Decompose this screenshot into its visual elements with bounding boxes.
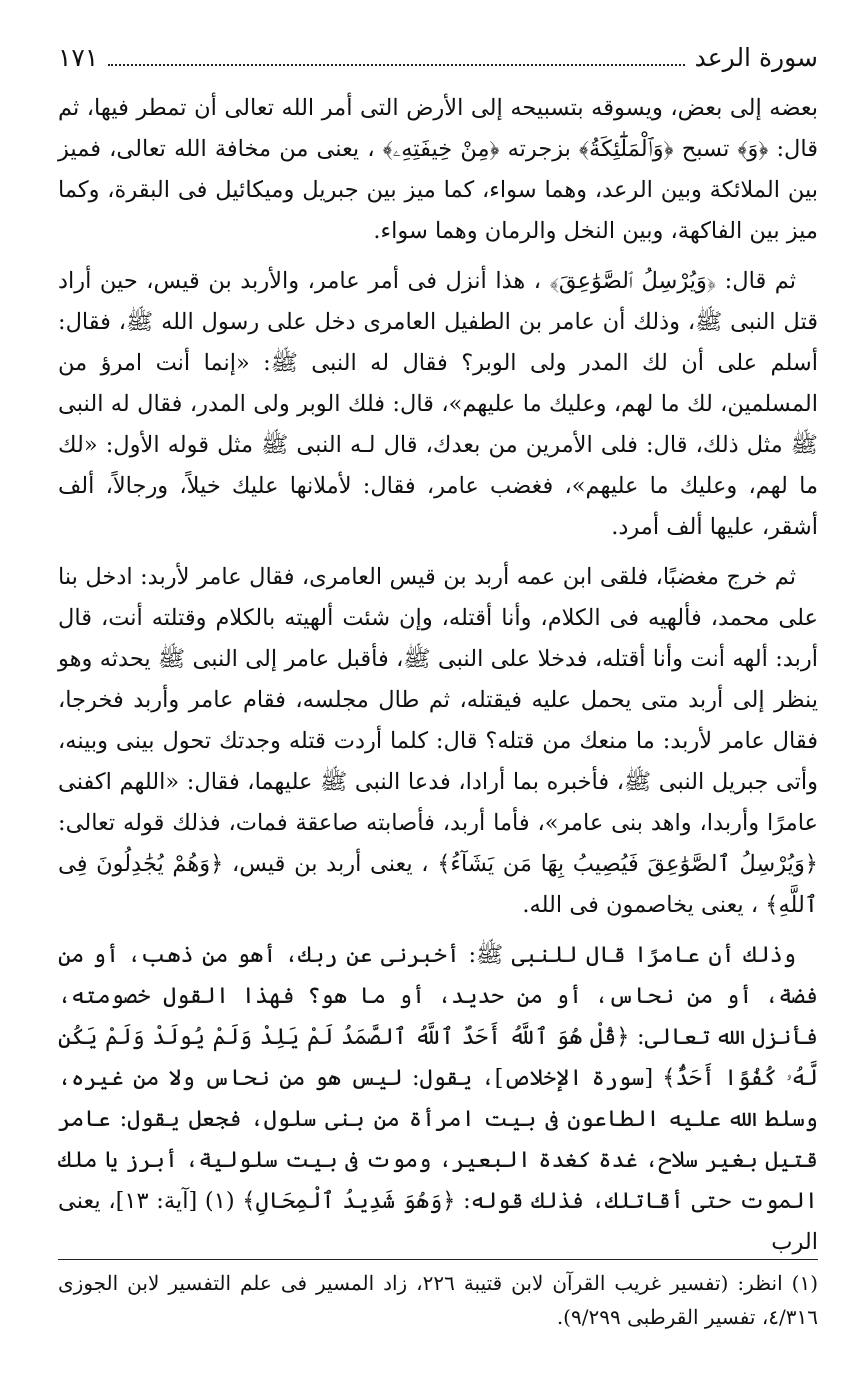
footnote (58, 1266, 818, 1334)
book-page (58, 40, 818, 1360)
body-text (58, 88, 818, 1263)
footnote-text: (١) انظر: (تفسير غريب القرآن لابن قتيبة ٢٢٦، زاد المسير فى علم التفسير لابن الجوزى ٤/٣١٦، تفسير القرطبى ٩/٢٩٩). (58, 1271, 818, 1329)
paragraph-1: بعضه إلى بعض، ويسوقه بتسبيحه إلى الأرض التى أمر الله تعالى أن تمطر فيها، ثم قال: ﴿وَ﴾ تسبح ﴿وَٱلْمَلَٰٓئِكَةُ﴾ بزجرته ﴿مِنْ خِيفَتِهِۦ﴾ ، يعنى من مخافة الله تعالى، فميز بين الملائكة وبين الرعد، وهما سواء، كما ميز بين جبريل وميكائيل فى البقرة، وكما ميز بين الفاكهة، وبين النخل والرمان وهما سواء. (58, 95, 818, 244)
paragraph-4: وذلك أن عامرًا قال للنبى ﷺ: أخبرنى عن ربك، أهو من ذهب، أو من فضة، أو من نحاس، أو من حديد، أو ما هو؟ فهذا القول خصومته، فأنزل الله تعالى: ﴿قُلْ هُوَ ٱللَّهُ أَحَدٌ ٱللَّهُ ٱلصَّمَدُ لَمْ يَلِدْ وَلَمْ يُولَدْ وَلَمْ يَكُن لَّهُۥ كُفُوًا أَحَدٌۢ﴾ [سورة الإخلاص]، يقول: ليس هو من نحاس ولا من غيره، وسلط الله عليه الطاعون فى بيت امرأة من بنى سلول، فجعل يقول: عامر قتيل بغير سلاح، غدة كغدة البعير، وموت فى بيت سلولية، أبرز يا ملك الموت حتى أقاتلك، فذلك قوله: ﴿وَهُوَ شَدِيدُ ٱلْمِحَالِ﴾ (١) [آية: ١٣]، يعنى الرب (58, 942, 818, 1255)
paragraph-2: ثم قال: ﴿وَيُرْسِلُ ٱلصَّوَٰعِقَ﴾ ، هذا أنزل فى أمر عامر، والأربد بن قيس، حين أراد قتل النبى ﷺ، وذلك أن عامر بن الطفيل العامرى دخل على رسول الله ﷺ، فقال: أسلم على أن لك المدر ولى الوبر؟ فقال له النبى ﷺ: «إنما أنت امرؤ من المسلمين، لك ما لهم، وعليك ما عليهم»، قال: فلك الوبر ولى المدر، فقال له النبى ﷺ مثل ذلك، قال: فلى الأمرين من بعدك، قال لـه النبى ﷺ مثل قوله الأول: «لك ما لهم، وعليك ما عليهم»، فغضب عامر، فقال: لأملانها عليك خيلاً، ورجالاً، ألف أشقر، عليها ألف أمرد. (58, 268, 818, 540)
footnote-separator (58, 1259, 818, 1260)
header-dot-leader (108, 63, 684, 66)
page-number: ١٧١ (58, 43, 99, 72)
surah-title: سورة الرعد (694, 43, 818, 72)
paragraph-3: ثم خرج مغضبًا، فلقى ابن عمه أربد بن قيس العامرى، فقال عامر لأربد: ادخل بنا على محمد، فألهيه فى الكلام، وأنا أقتله، وإن شئت ألهيته بالكلام وقتلته أنت، قال أربد: ألهه أنت وأنا أقتله، فدخلا على النبى ﷺ، فأقبل عامر إلى النبى ﷺ يحدثه وهو ينظر إلى أربد متى يحمل عليه فيقتله، ثم طال مجلسه، فقام عامر وأربد فخرجا، فقال عامر لأربد: ما منعك من قتله؟ قال: كلما أردت قتله وجدتك تحول بينى وبينه، وأتى جبريل النبى ﷺ، فأخبره بما أرادا، فدعا النبى ﷺ عليهما، فقال: «اللهم اكفنى عامرًا وأربدا، واهد بنى عامر»، فأما أربد، فأصابته صاعقة فمات، فذلك قوله تعالى: ﴿وَيُرْسِلُ ٱلصَّوَٰعِقَ فَيُصِيبُ بِهَا مَن يَشَآءُ﴾ ، يعنى أربد بن قيس، ﴿وَهُمْ يُجَٰدِلُونَ فِى ٱللَّهِ﴾ ، يعنى يخاصمون فى الله. (58, 564, 818, 918)
running-header (58, 40, 818, 80)
